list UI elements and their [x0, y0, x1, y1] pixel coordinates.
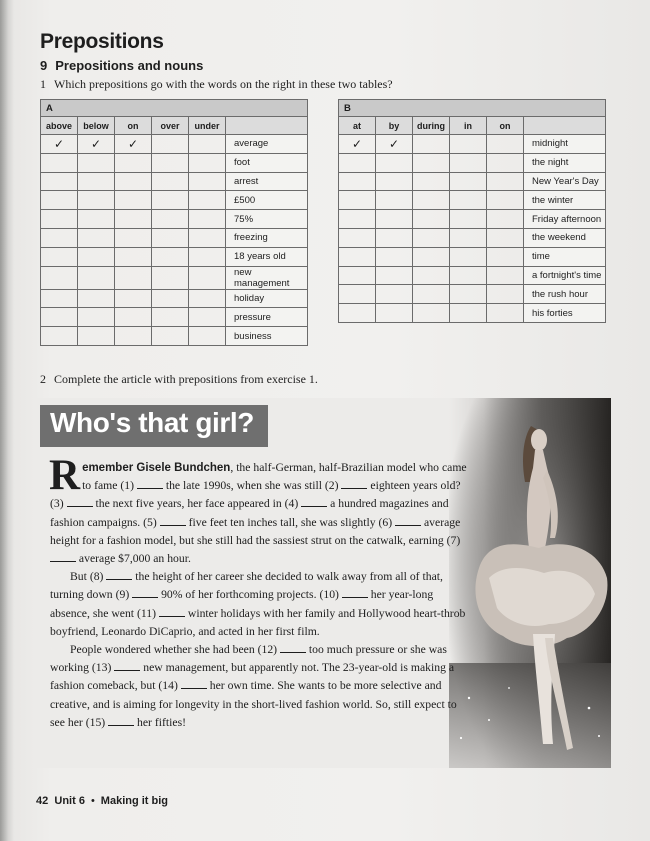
- answer-cell[interactable]: [78, 228, 115, 247]
- blank-number: (2): [324, 479, 339, 493]
- model-photo: [446, 398, 611, 768]
- noun-cell: £500: [226, 191, 308, 210]
- table-row: [41, 172, 308, 191]
- answer-cell[interactable]: [376, 191, 413, 210]
- article-paragraph: [49, 452, 470, 568]
- article-text: the late 1990s, when she was still: [162, 479, 325, 493]
- answer-cell[interactable]: [450, 304, 487, 323]
- noun-cell: the winter: [524, 191, 606, 210]
- answer-cell[interactable]: [487, 191, 524, 210]
- answer-cell[interactable]: [376, 172, 413, 191]
- answer-cell[interactable]: [78, 153, 115, 172]
- table-row: [41, 289, 308, 308]
- answer-cell[interactable]: [152, 228, 189, 247]
- answer-cell[interactable]: [152, 308, 189, 327]
- answer-blank[interactable]: [114, 660, 140, 671]
- answer-cell[interactable]: [413, 172, 450, 191]
- answer-blank[interactable]: [342, 587, 368, 598]
- table-row: [339, 228, 606, 247]
- answer-cell[interactable]: [41, 172, 78, 191]
- answer-cell[interactable]: [339, 266, 376, 285]
- answer-cell[interactable]: [413, 191, 450, 210]
- answer-blank[interactable]: [50, 551, 76, 562]
- answer-cell[interactable]: [78, 266, 115, 289]
- page-footer: [36, 795, 168, 807]
- table-row: [41, 308, 308, 327]
- article-text: her own time. She wants to be more selective and creative, and is aiming for longevity in the short-lived fashion world. So, still expect to see her: [50, 679, 457, 729]
- table-row: [41, 210, 308, 229]
- table-label: B: [339, 100, 606, 117]
- answer-cell[interactable]: [376, 304, 413, 323]
- answer-cell[interactable]: [78, 327, 115, 346]
- answer-cell[interactable]: [189, 135, 226, 154]
- answer-cell[interactable]: [78, 247, 115, 266]
- answer-cell[interactable]: [487, 285, 524, 304]
- answer-cell[interactable]: [115, 266, 152, 289]
- blank-number: (1): [120, 479, 134, 493]
- answer-cell[interactable]: [152, 210, 189, 229]
- answer-cell[interactable]: [487, 153, 524, 172]
- answer-blank[interactable]: [280, 642, 306, 653]
- answer-blank[interactable]: [67, 496, 93, 507]
- table-row: [339, 266, 606, 285]
- article-text: average $7,000 an hour.: [76, 552, 191, 566]
- blank-number: (12): [257, 643, 278, 657]
- answer-cell[interactable]: [78, 210, 115, 229]
- answer-cell[interactable]: [115, 327, 152, 346]
- answer-cell[interactable]: [152, 289, 189, 308]
- answer-cell[interactable]: [413, 285, 450, 304]
- answer-cell[interactable]: [189, 228, 226, 247]
- answer-cell[interactable]: [487, 135, 524, 154]
- section-number: 9: [40, 58, 48, 73]
- answer-cell[interactable]: [41, 327, 78, 346]
- noun-cell: midnight: [524, 135, 606, 154]
- answer-cell[interactable]: [450, 228, 487, 247]
- answer-cell[interactable]: [450, 191, 487, 210]
- answer-cell[interactable]: [376, 285, 413, 304]
- answer-blank[interactable]: [341, 478, 367, 489]
- answer-cell[interactable]: [450, 210, 487, 229]
- article-text: winter holidays with her family and Hollywood heart-throb boyfriend, Leonardo DiCaprio, and acted in her first film.: [50, 606, 466, 638]
- answer-cell[interactable]: [413, 228, 450, 247]
- table-row: [41, 153, 308, 172]
- answer-cell[interactable]: [376, 228, 413, 247]
- table-row: [339, 191, 606, 210]
- answer-cell[interactable]: [189, 210, 226, 229]
- answer-cell[interactable]: ✓: [376, 135, 413, 154]
- answer-blank[interactable]: [159, 606, 185, 617]
- answer-cell[interactable]: ✓: [41, 135, 78, 154]
- article-text: eighteen years old?: [367, 479, 461, 493]
- blank-number: (6): [378, 515, 393, 529]
- table-row: [339, 304, 606, 323]
- noun-cell: 18 years old: [226, 247, 308, 266]
- answer-blank[interactable]: [108, 715, 134, 726]
- answer-cell[interactable]: [413, 153, 450, 172]
- article-text: average height for a fashion model, but she still had the sassiest strut on the catwalk, earning: [50, 515, 461, 547]
- table-row: [41, 247, 308, 266]
- noun-cell: 75%: [226, 210, 308, 229]
- answer-cell[interactable]: [41, 153, 78, 172]
- answer-cell[interactable]: [339, 247, 376, 266]
- noun-cell: the rush hour: [524, 285, 606, 304]
- unit-label: Unit 6: [54, 795, 85, 807]
- article-text: her year-long absence, she went: [50, 588, 434, 620]
- noun-cell: new management: [226, 266, 308, 289]
- footer-separator: •: [90, 795, 95, 807]
- article-text: the next five years, her face appeared in: [92, 497, 285, 511]
- table-row: [339, 153, 606, 172]
- article-text: too much pressure or she was working: [50, 643, 447, 675]
- answer-cell[interactable]: [339, 172, 376, 191]
- answer-cell[interactable]: [413, 266, 450, 285]
- column-header: over: [152, 117, 189, 135]
- answer-cell[interactable]: [450, 266, 487, 285]
- blank-number: (10): [319, 588, 339, 602]
- column-header: under: [189, 117, 226, 135]
- answer-cell[interactable]: [189, 327, 226, 346]
- table-row: [339, 285, 606, 304]
- table-row: [339, 210, 606, 229]
- blank-number: (11): [136, 606, 157, 620]
- answer-cell[interactable]: [189, 247, 226, 266]
- answer-cell[interactable]: [487, 247, 524, 266]
- answer-cell[interactable]: [189, 289, 226, 308]
- answer-cell[interactable]: [487, 210, 524, 229]
- answer-cell[interactable]: ✓: [339, 135, 376, 154]
- article-paragraph: [50, 568, 470, 641]
- page-number: 42: [36, 795, 49, 807]
- answer-cell[interactable]: [41, 191, 78, 210]
- noun-cell: holiday: [226, 289, 308, 308]
- answer-blank[interactable]: [160, 515, 186, 526]
- answer-cell[interactable]: [152, 172, 189, 191]
- answer-cell[interactable]: [115, 228, 152, 247]
- answer-cell[interactable]: [339, 191, 376, 210]
- answer-cell[interactable]: [450, 172, 487, 191]
- unit-title: Making it big: [100, 795, 169, 807]
- answer-cell[interactable]: [78, 191, 115, 210]
- answer-cell[interactable]: [376, 153, 413, 172]
- answer-cell[interactable]: [189, 266, 226, 289]
- answer-cell[interactable]: [339, 304, 376, 323]
- answer-cell[interactable]: [487, 172, 524, 191]
- article-text: new management, but apparently not. The 23-year-old is making a fashion comeback, but: [50, 661, 455, 693]
- answer-cell[interactable]: [115, 172, 152, 191]
- answer-cell[interactable]: [189, 191, 226, 210]
- blank-number: (8): [89, 570, 104, 584]
- answer-cell[interactable]: [152, 153, 189, 172]
- answer-cell[interactable]: [376, 210, 413, 229]
- article-text: her fifties!: [134, 715, 187, 729]
- column-header: in: [450, 117, 487, 135]
- blank-number: (7): [446, 533, 461, 547]
- answer-cell[interactable]: [78, 289, 115, 308]
- article-text: five feet ten inches tall, she was slightly: [185, 515, 379, 529]
- blank-number: (5): [143, 515, 157, 529]
- book-spine-shadow: [0, 0, 14, 841]
- answer-cell[interactable]: [152, 135, 189, 154]
- answer-cell[interactable]: [413, 135, 450, 154]
- answer-cell[interactable]: [376, 247, 413, 266]
- article-text: the height of her career she decided to walk away from all of that, turning down: [50, 570, 443, 602]
- column-header: below: [78, 117, 115, 135]
- column-header: by: [376, 117, 413, 135]
- word-column-header: [524, 117, 606, 135]
- answer-cell[interactable]: [450, 285, 487, 304]
- exercise-2-instruction: [40, 372, 318, 387]
- table-row: [41, 266, 308, 289]
- section-heading: [40, 58, 203, 73]
- noun-cell: freezing: [226, 228, 308, 247]
- noun-cell: New Year's Day: [524, 172, 606, 191]
- answer-cell[interactable]: [152, 247, 189, 266]
- answer-cell[interactable]: [450, 153, 487, 172]
- column-header: at: [339, 117, 376, 135]
- answer-cell[interactable]: [376, 266, 413, 285]
- answer-cell[interactable]: ✓: [115, 135, 152, 154]
- noun-cell: business: [226, 327, 308, 346]
- answer-cell[interactable]: [189, 308, 226, 327]
- answer-cell[interactable]: [413, 247, 450, 266]
- blank-number: (15): [85, 715, 106, 729]
- answer-cell[interactable]: [450, 247, 487, 266]
- column-header: during: [413, 117, 450, 135]
- exercise-1-text: Which prepositions go with the words on the right in these two tables?: [54, 77, 393, 91]
- blank-number: (3): [50, 497, 64, 511]
- table-label: A: [41, 100, 308, 117]
- table-row: [339, 247, 606, 266]
- answer-cell[interactable]: [115, 153, 152, 172]
- noun-cell: pressure: [226, 308, 308, 327]
- article-text: a hundred magazines and fashion campaigns.: [50, 497, 449, 529]
- blank-number: (14): [158, 679, 178, 693]
- article-body: [49, 452, 470, 732]
- answer-cell[interactable]: [189, 172, 226, 191]
- answer-cell[interactable]: [78, 172, 115, 191]
- preposition-table-a: [40, 99, 308, 346]
- noun-cell: average: [226, 135, 308, 154]
- table-row: [41, 191, 308, 210]
- answer-cell[interactable]: [115, 210, 152, 229]
- noun-cell: arrest: [226, 172, 308, 191]
- answer-cell[interactable]: [189, 153, 226, 172]
- column-header: on: [115, 117, 152, 135]
- noun-cell: the night: [524, 153, 606, 172]
- answer-cell[interactable]: [41, 289, 78, 308]
- article-paragraph: [50, 641, 470, 732]
- noun-cell: his forties: [524, 304, 606, 323]
- answer-cell[interactable]: [152, 266, 189, 289]
- answer-cell[interactable]: [41, 228, 78, 247]
- answer-cell[interactable]: [152, 191, 189, 210]
- article-lead: emember Gisele Bundchen: [82, 462, 231, 474]
- answer-cell[interactable]: [413, 304, 450, 323]
- answer-blank[interactable]: [106, 569, 132, 580]
- answer-cell[interactable]: [487, 266, 524, 285]
- answer-cell[interactable]: [339, 285, 376, 304]
- blank-number: (13): [91, 661, 112, 675]
- answer-cell[interactable]: [487, 228, 524, 247]
- article-text: 90% of her forthcoming projects.: [158, 588, 320, 602]
- answer-cell[interactable]: [339, 228, 376, 247]
- table-row: [339, 172, 606, 191]
- word-column-header: [226, 117, 308, 135]
- blank-number: (9): [115, 588, 130, 602]
- answer-cell[interactable]: [115, 289, 152, 308]
- answer-blank[interactable]: [301, 496, 327, 507]
- answer-blank[interactable]: [132, 587, 158, 598]
- answer-blank[interactable]: [137, 478, 163, 489]
- answer-cell[interactable]: [115, 247, 152, 266]
- column-header: above: [41, 117, 78, 135]
- exercise-1-number: 1: [40, 77, 46, 91]
- answer-cell[interactable]: [41, 247, 78, 266]
- answer-blank[interactable]: [395, 515, 421, 526]
- answer-cell[interactable]: [339, 153, 376, 172]
- table-row: [41, 228, 308, 247]
- noun-cell: time: [524, 247, 606, 266]
- table-row: [41, 135, 308, 154]
- column-header: on: [487, 117, 524, 135]
- answer-blank[interactable]: [181, 678, 207, 689]
- answer-cell[interactable]: [413, 210, 450, 229]
- noun-cell: Friday afternoon: [524, 210, 606, 229]
- drop-cap: R: [49, 452, 81, 499]
- article-text: But: [70, 570, 90, 584]
- answer-cell[interactable]: [41, 210, 78, 229]
- answer-cell[interactable]: [450, 135, 487, 154]
- table-row: [41, 327, 308, 346]
- answer-cell[interactable]: [78, 308, 115, 327]
- page-title: Prepositions: [40, 30, 164, 53]
- section-label: Prepositions and nouns: [55, 58, 204, 73]
- answer-cell[interactable]: [487, 304, 524, 323]
- exercise-2-number: 2: [40, 372, 46, 386]
- answer-cell[interactable]: [41, 266, 78, 289]
- answer-cell[interactable]: ✓: [78, 135, 115, 154]
- table-row: [339, 135, 606, 154]
- preposition-table-b: [338, 99, 606, 323]
- article-headline: Who's that girl?: [50, 407, 255, 438]
- answer-cell[interactable]: [339, 210, 376, 229]
- exercise-2-text: Complete the article with prepositions from exercise 1.: [54, 372, 318, 386]
- noun-cell: a fortnight's time: [524, 266, 606, 285]
- noun-cell: the weekend: [524, 228, 606, 247]
- article-text: , the half-German, half-Brazilian model who came to fame: [82, 461, 467, 493]
- blank-number: (4): [284, 497, 299, 511]
- answer-cell[interactable]: [115, 308, 152, 327]
- noun-cell: foot: [226, 153, 308, 172]
- answer-cell[interactable]: [41, 308, 78, 327]
- exercise-1-instruction: [40, 77, 393, 92]
- answer-cell[interactable]: [152, 327, 189, 346]
- article-text: People wondered whether she had been: [70, 643, 258, 657]
- answer-cell[interactable]: [115, 191, 152, 210]
